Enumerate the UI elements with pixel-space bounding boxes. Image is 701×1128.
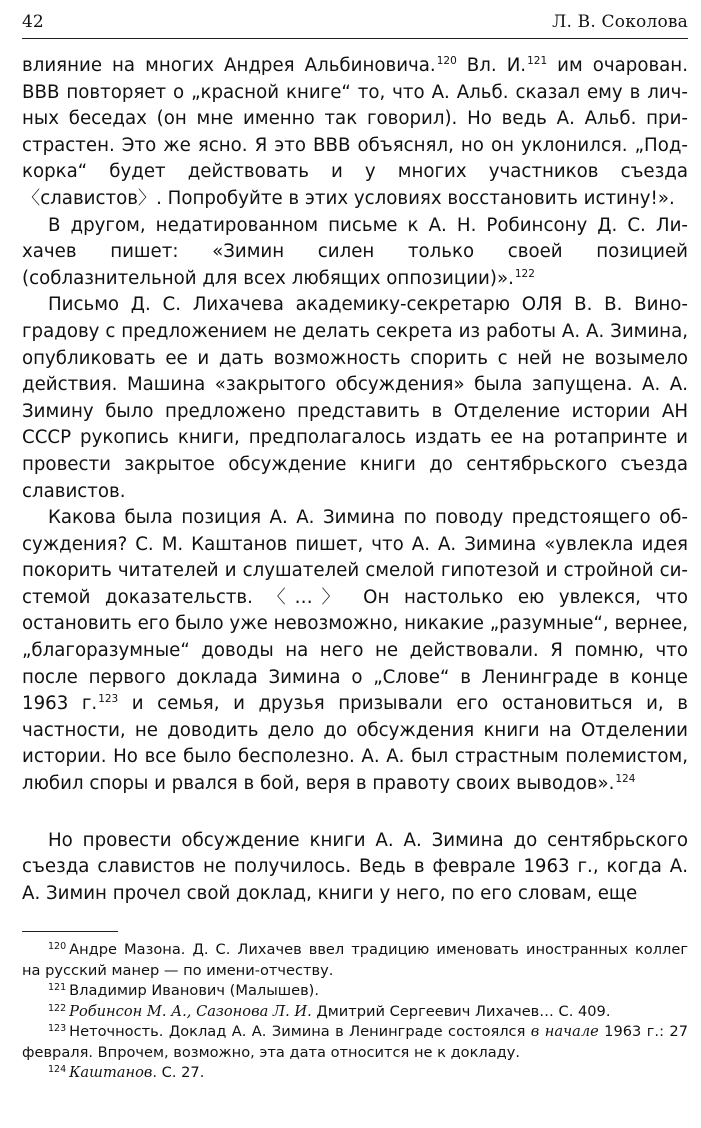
running-head-author: Л. В. Соколова <box>552 12 688 32</box>
running-head <box>22 8 688 39</box>
footnote-text: Андре Мазона. Д. С. Лихачев ввел традицию именовать иностранных коллег на русский манер — по имени-отчеству. <box>22 941 688 979</box>
footnote-ref-122[interactable]: 122 <box>514 267 535 280</box>
footnote-number: 120 <box>48 941 67 953</box>
footnote-divider <box>22 931 118 932</box>
paragraph-4: Какова была позиция А. А. Зимина по поводу предстоящего обсуждения? С. М. Каштанов пишет, что А. А. Зимина «увлекла идея покорить читателей и слушателей смелой гипотезой и стройной системой доказательств. 〈…〉 Он настолько ею увлекся, что остановить его было уже невозможно, никакие „разумные“, вернее, „благоразумные“ доводы на него не действовали. Я помню, что после первого доклада Зимина о „Слове“ в Ленинграде в конце 1963 г.$^{123}$ и семья, и друзья призывали его остановиться и, в частности, не доводить дело до обсуждения книги на Отделении истории. Но все было бесполезно. А. А. был страстным полемистом, любил споры и рвался в бой, веря в правоту своих выводов».$^{124}$ <box>22 507 688 795</box>
footnote-120 <box>22 940 688 981</box>
page-number: 42 <box>22 12 44 32</box>
footnote-text: 1963 г.: 27 февраля. Впрочем, возможно, эта дата относится не к докладу. <box>22 1023 688 1061</box>
paragraph-2: В другом, недатированном письме к А. Н. Робинсону Д. С. Лихачев пишет: «Зимин силен только своей позицией (соблазнительной для всех любящих оппозиции)».$^{122}$ <box>22 214 688 289</box>
footnote-121 <box>22 981 688 1002</box>
footnote-number: 122 <box>48 1002 67 1014</box>
footnote-122 <box>22 1002 688 1023</box>
paragraph-3: Письмо Д. С. Лихачева академику-секретарю ОЛЯ В. В. Виноградову с предложением не делать секрета из работы А. А. Зимина, опубликовать ее и дать возможность спорить с ней не возымело действия. Машина «закрытого обсуждения» была запущена. А. А. Зимину было предложено представить в Отделение истории АН СССР рукопись книги, предполагалось издать ее на ротапринте и провести закрытое обсуждение книги до сентябрьского съезда славистов. <box>22 294 688 502</box>
book-page <box>22 8 688 1084</box>
footnote-emphasis: в начале <box>530 1023 599 1041</box>
paragraph-1: влияние на многих Андрея Альбиновича.$^{120}$ Вл. И.$^{121}$ им очарован. ВВВ повторяет о „красной книге“ то, что А. Альб. сказал ему в личных беседах (он мне именно так говорил). Но ведь А. Альб. пристрастен. Это же ясно. Я это ВВВ объяснял, но он уклонился. „Подкорка“ будет действовать и у многих участников съезда 〈славистов〉. Попробуйте в этих условиях восстановить истину!». <box>22 55 688 209</box>
footnote-ref-120[interactable]: 120 <box>436 55 457 67</box>
footnote-text: . С. 27. <box>152 1064 205 1082</box>
footnote-authors: Каштанов <box>69 1064 153 1082</box>
footnote-text: Дмитрий Сергеевич Лихачев… С. 409. <box>311 1002 611 1020</box>
paragraph-5: Но провести обсуждение книги А. А. Зимина до сентябрьского съезда славистов не получилось. Ведь в феврале 1963 г., когда А. А. Зимин прочел свой доклад, книги у него, по его словам, еще <box>22 829 688 904</box>
footnote-123 <box>22 1022 688 1063</box>
footnote-authors: Робинсон М. А., Сазонова Л. И. <box>69 1002 312 1020</box>
footnote-text: Владимир Иванович (Малышев). <box>69 982 320 1000</box>
main-text <box>22 53 688 907</box>
footnotes <box>22 940 688 1084</box>
footnote-ref-124[interactable]: 124 <box>615 773 636 786</box>
footnote-number: 121 <box>48 982 67 994</box>
footnote-text: Неточность. Доклад А. А. Зимина в Ленинграде состоялся <box>69 1023 531 1041</box>
footnote-ref-123[interactable]: 123 <box>98 693 119 706</box>
footnote-number: 123 <box>48 1023 67 1035</box>
footnote-number: 124 <box>48 1064 67 1076</box>
footnote-124 <box>22 1063 688 1084</box>
footnote-ref-121[interactable]: 121 <box>527 55 548 67</box>
